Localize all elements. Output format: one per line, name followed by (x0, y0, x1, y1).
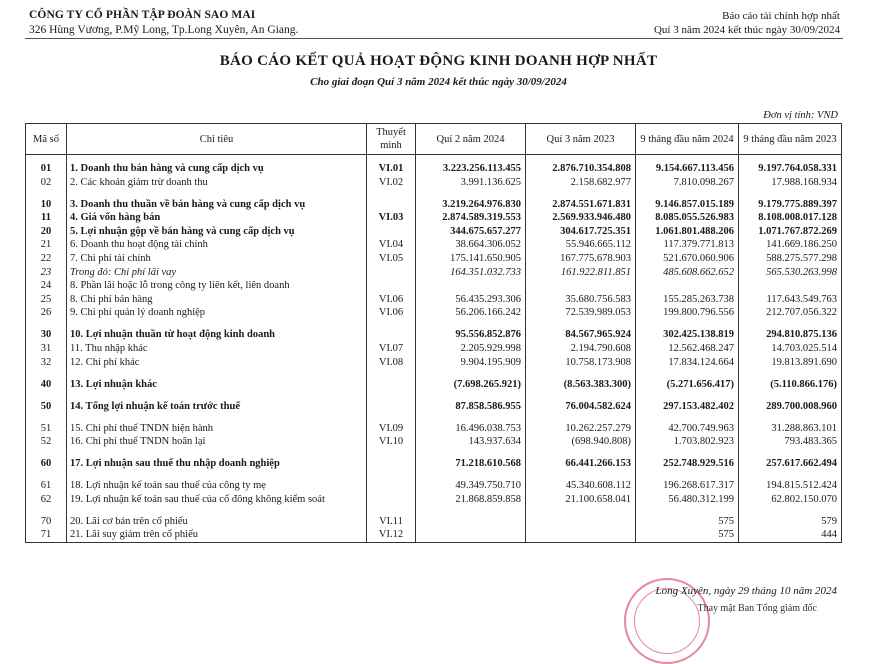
col-header-q3-2023: Quí 3 năm 2023 (526, 124, 636, 155)
signer-title: Thay mặt Ban Tổng giám đốc (697, 603, 817, 614)
row-item: 8. Phần lãi hoặc lỗ trong công ty liên kết, liên doanh (67, 279, 367, 293)
row-note: VI.11 (367, 506, 416, 528)
table-row (26, 506, 842, 528)
row-value-9m-2023 (739, 279, 842, 293)
row-value-9m-2023: 62.802.150.070 (739, 493, 842, 507)
row-value-9m-2024: 17.834.124.664 (636, 356, 739, 370)
table-row (26, 320, 842, 342)
table-row (26, 435, 842, 449)
row-note (367, 369, 416, 391)
row-code: 60 (26, 449, 67, 471)
row-value-9m-2024: 9.146.857.015.189 (636, 189, 739, 211)
row-value-q3-2023 (526, 506, 636, 528)
page-subtitle: Cho giai đoạn Quí 3 năm 2024 kết thúc ngày 30/09/2024 (310, 76, 567, 88)
row-value-9m-2023: 257.617.662.494 (739, 449, 842, 471)
row-item: 9. Chi phí quản lý doanh nghiệp (67, 306, 367, 320)
row-value-q3-2023: 66.441.266.153 (526, 449, 636, 471)
row-value-9m-2023: (5.110.866.176) (739, 369, 842, 391)
row-value-9m-2023: 9.179.775.889.397 (739, 189, 842, 211)
report-header (654, 9, 840, 37)
row-note: VI.03 (367, 211, 416, 225)
row-value-q3-2023: (8.563.383.300) (526, 369, 636, 391)
table-row (26, 279, 842, 293)
row-item: 11. Thu nhập khác (67, 342, 367, 356)
row-item: 19. Lợi nhuận kế toán sau thuế của cổ đông không kiểm soát (67, 493, 367, 507)
row-note (367, 189, 416, 211)
row-value-q2-2024 (416, 528, 526, 542)
row-note (367, 493, 416, 507)
row-value-9m-2023: 793.483.365 (739, 435, 842, 449)
table-header-row (26, 124, 842, 155)
row-value-9m-2023: 588.275.577.298 (739, 252, 842, 266)
table-row (26, 413, 842, 435)
row-value-9m-2024: 7.810.098.267 (636, 176, 739, 190)
row-value-q2-2024: 95.556.852.876 (416, 320, 526, 342)
row-note: VI.05 (367, 252, 416, 266)
row-value-q2-2024 (416, 279, 526, 293)
row-item: 13. Lợi nhuận khác (67, 369, 367, 391)
row-code: 51 (26, 413, 67, 435)
row-value-q2-2024: 3.219.264.976.830 (416, 189, 526, 211)
row-value-q2-2024: 3.991.136.625 (416, 176, 526, 190)
col-header-9m-2024: 9 tháng đầu năm 2024 (636, 124, 739, 155)
row-note: VI.04 (367, 238, 416, 252)
row-item: 20. Lãi cơ bản trên cổ phiếu (67, 506, 367, 528)
row-value-q3-2023 (526, 279, 636, 293)
row-code: 25 (26, 293, 67, 307)
row-item: 21. Lãi suy giảm trên cổ phiếu (67, 528, 367, 542)
table-row (26, 493, 842, 507)
row-item: 18. Lợi nhuận kế toán sau thuế của công ty mẹ (67, 471, 367, 493)
row-value-9m-2023: 117.643.549.763 (739, 293, 842, 307)
row-value-9m-2023: 294.810.875.136 (739, 320, 842, 342)
row-value-q3-2023: 10.758.173.908 (526, 356, 636, 370)
row-value-9m-2024: 199.800.796.556 (636, 306, 739, 320)
table-row (26, 471, 842, 493)
row-note: VI.10 (367, 435, 416, 449)
row-value-q2-2024: 164.351.032.733 (416, 266, 526, 280)
row-value-q3-2023: 35.680.756.583 (526, 293, 636, 307)
row-value-q2-2024: 2.874.589.319.553 (416, 211, 526, 225)
row-value-9m-2023: 212.707.056.322 (739, 306, 842, 320)
row-code: 50 (26, 391, 67, 413)
row-item: 16. Chi phí thuế TNDN hoãn lại (67, 435, 367, 449)
row-value-q3-2023 (526, 528, 636, 542)
row-value-9m-2024: 155.285.263.738 (636, 293, 739, 307)
row-item: 3. Doanh thu thuần về bán hàng và cung cấp dịch vụ (67, 189, 367, 211)
table-row (26, 449, 842, 471)
table-row (26, 225, 842, 239)
row-code: 22 (26, 252, 67, 266)
row-value-9m-2024: 297.153.482.402 (636, 391, 739, 413)
row-value-q3-2023: 304.617.725.351 (526, 225, 636, 239)
row-code: 10 (26, 189, 67, 211)
row-item: 12. Chi phí khác (67, 356, 367, 370)
row-value-q3-2023: 10.262.257.279 (526, 413, 636, 435)
row-value-9m-2024: 42.700.749.963 (636, 413, 739, 435)
row-value-9m-2023: 14.703.025.514 (739, 342, 842, 356)
col-header-note: Thuyết minh (367, 124, 416, 155)
table-row (26, 189, 842, 211)
row-value-q2-2024: 143.937.634 (416, 435, 526, 449)
row-code: 52 (26, 435, 67, 449)
table-spacer-row (26, 155, 842, 163)
row-value-9m-2024: 8.085.055.526.983 (636, 211, 739, 225)
row-value-9m-2023: 141.669.186.250 (739, 238, 842, 252)
row-value-q3-2023: 167.775.678.903 (526, 252, 636, 266)
row-code: 30 (26, 320, 67, 342)
row-note (367, 449, 416, 471)
table-row (26, 266, 842, 280)
row-item: 2. Các khoản giảm trừ doanh thu (67, 176, 367, 190)
row-value-q3-2023: 2.874.551.671.831 (526, 189, 636, 211)
col-header-9m-2023: 9 tháng đầu năm 2023 (739, 124, 842, 155)
row-value-q2-2024: 21.868.859.858 (416, 493, 526, 507)
row-value-9m-2023: 17.988.168.934 (739, 176, 842, 190)
row-item: 17. Lợi nhuận sau thuế thu nhập doanh nghiệp (67, 449, 367, 471)
row-item: 7. Chi phí tài chính (67, 252, 367, 266)
row-value-9m-2024: 575 (636, 506, 739, 528)
table-row (26, 176, 842, 190)
table-row (26, 342, 842, 356)
row-value-q2-2024: 9.904.195.909 (416, 356, 526, 370)
table-row (26, 293, 842, 307)
row-note (367, 391, 416, 413)
row-value-q3-2023: 2.158.682.977 (526, 176, 636, 190)
row-value-9m-2024: 521.670.060.906 (636, 252, 739, 266)
row-item: 1. Doanh thu bán hàng và cung cấp dịch vụ (67, 162, 367, 176)
row-value-9m-2023: 31.288.863.101 (739, 413, 842, 435)
row-value-9m-2023: 9.197.764.058.331 (739, 162, 842, 176)
row-value-9m-2024: 575 (636, 528, 739, 542)
row-value-9m-2023: 565.530.263.998 (739, 266, 842, 280)
row-item: 5. Lợi nhuận gộp về bán hàng và cung cấp dịch vụ (67, 225, 367, 239)
col-header-item: Chỉ tiêu (67, 124, 367, 155)
row-value-q3-2023: 84.567.965.924 (526, 320, 636, 342)
row-note: VI.01 (367, 162, 416, 176)
signing-date: Long Xuyên, ngày 29 tháng 10 năm 2024 (655, 585, 837, 597)
row-item: 15. Chi phí thuế TNDN hiện hành (67, 413, 367, 435)
row-value-q3-2023: 2.194.790.608 (526, 342, 636, 356)
row-value-q3-2023: 2.876.710.354.808 (526, 162, 636, 176)
row-value-q3-2023: 161.922.811.851 (526, 266, 636, 280)
row-value-q3-2023: 45.340.608.112 (526, 471, 636, 493)
row-value-q2-2024 (416, 506, 526, 528)
row-value-9m-2024: 1.703.802.923 (636, 435, 739, 449)
row-value-q3-2023: 55.946.665.112 (526, 238, 636, 252)
row-item: 6. Doanh thu hoạt động tài chính (67, 238, 367, 252)
row-value-9m-2024: 252.748.929.516 (636, 449, 739, 471)
row-value-9m-2023: 194.815.512.424 (739, 471, 842, 493)
col-header-q2-2024: Quí 2 năm 2024 (416, 124, 526, 155)
row-code: 32 (26, 356, 67, 370)
row-value-9m-2023: 8.108.008.017.128 (739, 211, 842, 225)
row-note: VI.07 (367, 342, 416, 356)
row-value-9m-2024: 485.608.662.652 (636, 266, 739, 280)
row-value-q2-2024: (7.698.265.921) (416, 369, 526, 391)
report-period: Quí 3 năm 2024 kết thúc ngày 30/09/2024 (653, 24, 840, 36)
row-value-q2-2024: 175.141.650.905 (416, 252, 526, 266)
table-row (26, 528, 842, 542)
table-row (26, 391, 842, 413)
row-code: 02 (26, 176, 67, 190)
income-statement-table (25, 123, 842, 543)
row-value-9m-2023: 19.813.891.690 (739, 356, 842, 370)
table-row (26, 162, 842, 176)
row-value-9m-2024: 9.154.667.113.456 (636, 162, 739, 176)
row-note (367, 266, 416, 280)
row-value-q3-2023: 21.100.658.041 (526, 493, 636, 507)
row-code: 23 (26, 266, 67, 280)
row-note: VI.02 (367, 176, 416, 190)
header-divider (25, 38, 843, 39)
company-address: 326 Hùng Vương, P.Mỹ Long, Tp.Long Xuyên, An Giang. (29, 24, 299, 36)
row-value-9m-2023: 1.071.767.872.269 (739, 225, 842, 239)
row-item: 8. Chi phí bán hàng (67, 293, 367, 307)
row-note (367, 279, 416, 293)
row-value-9m-2024: (5.271.656.417) (636, 369, 739, 391)
table-row (26, 238, 842, 252)
row-item: 14. Tổng lợi nhuận kế toán trước thuế (67, 391, 367, 413)
row-value-q3-2023: (698.940.808) (526, 435, 636, 449)
row-value-q2-2024: 87.858.586.955 (416, 391, 526, 413)
table-row (26, 369, 842, 391)
row-note (367, 471, 416, 493)
company-name: CÔNG TY CỔ PHẦN TẬP ĐOÀN SAO MAI (29, 9, 256, 21)
row-code: 24 (26, 279, 67, 293)
row-value-9m-2024: 117.379.771.813 (636, 238, 739, 252)
row-code: 62 (26, 493, 67, 507)
row-note (367, 320, 416, 342)
row-value-9m-2023: 579 (739, 506, 842, 528)
row-value-q2-2024: 56.435.293.306 (416, 293, 526, 307)
row-value-9m-2024 (636, 279, 739, 293)
row-value-9m-2024: 302.425.138.819 (636, 320, 739, 342)
row-item: Trong đó: Chi phí lãi vay (67, 266, 367, 280)
page-title: BÁO CÁO KẾT QUẢ HOẠT ĐỘNG KINH DOANH HỢP NHẤT (219, 53, 658, 69)
row-value-q2-2024: 16.496.038.753 (416, 413, 526, 435)
table-row (26, 356, 842, 370)
row-code: 40 (26, 369, 67, 391)
row-note: VI.09 (367, 413, 416, 435)
row-code: 70 (26, 506, 67, 528)
row-value-q2-2024: 71.218.610.568 (416, 449, 526, 471)
table-row (26, 211, 842, 225)
row-code: 01 (26, 162, 67, 176)
row-value-9m-2024: 56.480.312.199 (636, 493, 739, 507)
row-value-q2-2024: 49.349.750.710 (416, 471, 526, 493)
col-header-code: Mã số (26, 124, 67, 155)
row-value-q2-2024: 38.664.306.052 (416, 238, 526, 252)
row-code: 71 (26, 528, 67, 542)
row-value-9m-2023: 444 (739, 528, 842, 542)
row-note: VI.06 (367, 293, 416, 307)
row-code: 61 (26, 471, 67, 493)
report-type: Báo cáo tài chính hợp nhất (722, 10, 840, 22)
row-code: 31 (26, 342, 67, 356)
row-item: 10. Lợi nhuận thuần từ hoạt động kinh doanh (67, 320, 367, 342)
row-value-q2-2024: 56.206.166.242 (416, 306, 526, 320)
row-value-q3-2023: 76.004.582.624 (526, 391, 636, 413)
row-value-q2-2024: 2.205.929.998 (416, 342, 526, 356)
row-value-9m-2024: 1.061.801.488.206 (636, 225, 739, 239)
row-code: 26 (26, 306, 67, 320)
row-code: 11 (26, 211, 67, 225)
row-note: VI.08 (367, 356, 416, 370)
row-code: 21 (26, 238, 67, 252)
row-value-q2-2024: 3.223.256.113.455 (416, 162, 526, 176)
row-value-9m-2024: 12.562.468.247 (636, 342, 739, 356)
row-value-q2-2024: 344.675.657.277 (416, 225, 526, 239)
row-note: VI.06 (367, 306, 416, 320)
row-value-9m-2023: 289.700.008.960 (739, 391, 842, 413)
table-row (26, 306, 842, 320)
row-value-9m-2024: 196.268.617.317 (636, 471, 739, 493)
row-value-q3-2023: 72.539.989.053 (526, 306, 636, 320)
company-header (29, 8, 298, 38)
row-code: 20 (26, 225, 67, 239)
currency-unit: Đơn vị tính: VND (763, 110, 838, 121)
table-row (26, 252, 842, 266)
row-item: 4. Giá vốn hàng bán (67, 211, 367, 225)
row-note: VI.12 (367, 528, 416, 542)
row-value-q3-2023: 2.569.933.946.480 (526, 211, 636, 225)
row-note (367, 225, 416, 239)
